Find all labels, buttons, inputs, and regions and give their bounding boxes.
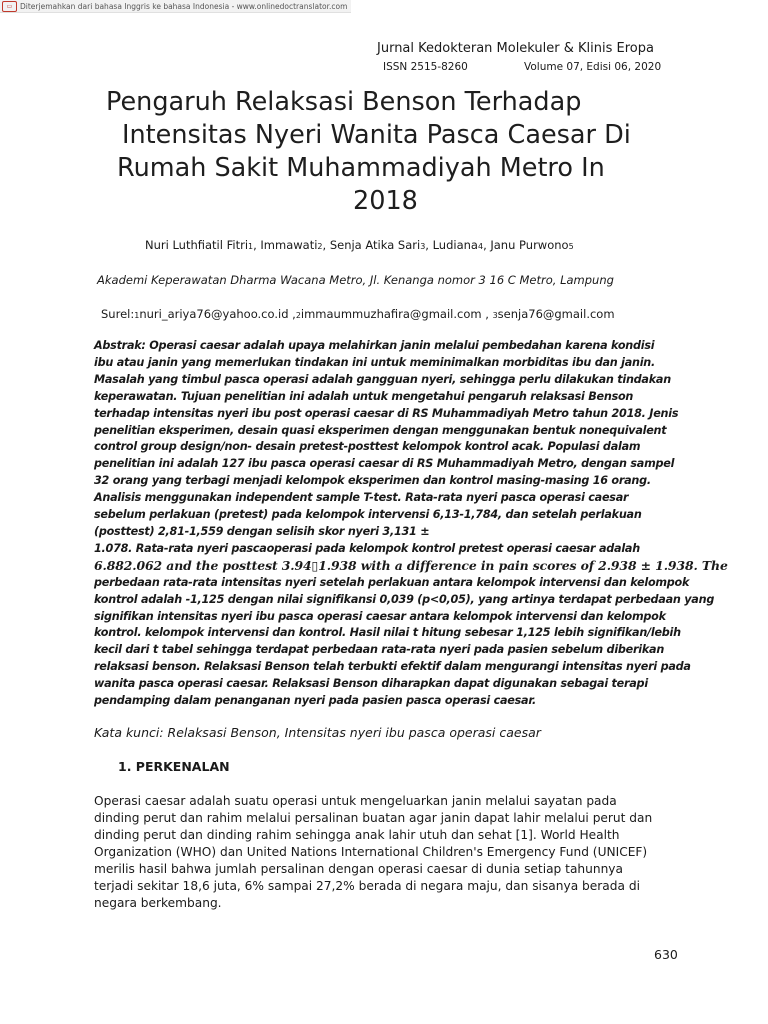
body-line: terjadi sekitar 18,6 juta, 6% sampai 27,2% berada di negara maju, dan sisanya berada di xyxy=(94,879,640,893)
abstract-line: control group design/non- desain pretest-posttest kelompok kontrol acak. Populasi dalam xyxy=(94,440,641,454)
body-line: dinding perut dan dinding rahim sehingga anak lahir utuh dan sehat [1]. World Health xyxy=(94,828,620,842)
email-label: Surel: xyxy=(101,307,135,321)
title-line: 2018 xyxy=(353,186,418,216)
translator-logo-icon: ▭ xyxy=(2,1,17,12)
abstract-line: sebelum perlakuan (pretest) pada kelompok intervensi 6,13-1,784, dan setelah perlakuan xyxy=(94,508,642,522)
abstract-line: pendamping dalam penanganan nyeri pada pasien pasca operasi caesar. xyxy=(94,694,537,708)
email-address[interactable]: senja76@gmail.com xyxy=(497,307,615,321)
journal-name: Jurnal Kedokteran Molekuler & Klinis Eropa xyxy=(377,41,654,56)
abstract-line: perbedaan rata-rata intensitas nyeri setelah perlakuan antara kelompok intervensi dan kelompok xyxy=(94,575,690,589)
body-line: negara berkembang. xyxy=(94,896,222,910)
author-index: 3 xyxy=(420,242,426,251)
author-index: 1 xyxy=(248,242,254,251)
author-name: , Janu Purwono xyxy=(483,238,569,252)
body-line: merilis hasil bahwa jumlah persalinan dengan operasi caesar di dunia setiap tahunnya xyxy=(94,862,623,876)
abstract-line: Analisis menggunakan independent sample T-test. Rata-rata nyeri pasca operasi caesar xyxy=(94,491,629,505)
author-index: 4 xyxy=(477,242,484,251)
abstract-line: 1.078. Rata-rata nyeri pascaoperasi pada kelompok kontrol pretest operasi caesar adalah xyxy=(94,541,640,555)
abstract-line: keperawatan. Tujuan penelitian ini adalah untuk mengetahui pengaruh relaksasi Benson xyxy=(94,389,634,403)
author-name: Nuri Luthfiatil Fitri xyxy=(145,238,249,252)
author-name: , Ludiana xyxy=(425,238,478,252)
translator-banner[interactable] xyxy=(0,0,351,13)
title-line: Pengaruh Relaksasi Benson Terhadap xyxy=(106,87,582,117)
abstract-line: 6.882.062 and the posttest 3.94▯1.938 with a difference in pain scores of 2.938 ± 1.938. The xyxy=(94,557,728,573)
abstract-line: ibu atau janin yang memerlukan tindakan ini untuk meminimalkan morbiditas ibu dan janin. xyxy=(94,355,656,369)
email-address[interactable]: nuri_ariya76@yahoo.co.id , xyxy=(139,307,296,321)
abstract-line: Masalah yang timbul pasca operasi adalah gangguan nyeri, sehingga perlu dilakukan tindakan xyxy=(94,372,671,386)
abstract-line: kecil dari t tabel sehingga terdapat perbedaan rata-rata nyeri pada pasien sebelum diberikan xyxy=(94,643,665,657)
title-line: Intensitas Nyeri Wanita Pasca Caesar Di xyxy=(122,120,631,150)
email-line xyxy=(101,307,615,321)
abstract-line: signifikan intensitas nyeri ibu pasca operasi caesar antara kelompok intervensi dan kelompok xyxy=(94,609,666,623)
author-index: 5 xyxy=(568,242,574,251)
abstract-line: 32 orang yang terbagi menjadi kelompok eksperimen dan kontrol masing-masing 16 orang. xyxy=(94,474,651,488)
body-line: dinding perut dan rahim melalui persalinan buatan agar janin dapat lahir melalui perut dan xyxy=(94,811,653,825)
abstract-line: Abstrak: Operasi caesar adalah upaya melahirkan janin melalui pembedahan karena kondisi xyxy=(94,339,655,352)
abstract-line: kontrol adalah -1,125 dengan nilai signifikansi 0,039 (p<0,05), yang artinya terdapat perbedaan yang xyxy=(94,592,715,606)
email-index: 2 xyxy=(295,311,301,320)
email-address[interactable]: immaummuzhafira@gmail.com , xyxy=(300,307,489,321)
abstract-line: kontrol. kelompok intervensi dan kontrol. Hasil nilai t hitung sebesar 1,125 lebih signifikan/lebih xyxy=(94,626,681,640)
paper-title xyxy=(98,86,678,218)
author-list xyxy=(145,238,574,252)
journal-issn: ISSN 2515-8260 xyxy=(383,61,468,73)
section-heading: 1. PERKENALAN xyxy=(118,759,230,774)
abstract-line: penelitian ini adalah 127 ibu pasca operasi caesar di RS Muhammadiyah Metro, dengan sampel xyxy=(94,457,675,471)
body-paragraph xyxy=(94,793,694,912)
email-index: 1 xyxy=(134,311,140,320)
email-index: 3 xyxy=(492,311,498,320)
title-line: Rumah Sakit Muhammadiyah Metro In xyxy=(117,153,605,183)
abstract-line: (posttest) 2,81-1,559 dengan selisih skor nyeri 3,131 ± xyxy=(94,524,430,538)
abstract-line: relaksasi benson. Relaksasi Benson telah terbukti efektif dalam mengurangi intensitas nyeri pada xyxy=(94,660,691,674)
author-index: 2 xyxy=(317,242,323,251)
abstract-line: penelitian eksperimen, desain quasi eksperimen dengan menggunakan bentuk nonequivalent xyxy=(94,423,667,437)
body-line: Operasi caesar adalah suatu operasi untuk mengeluarkan janin melalui sayatan pada xyxy=(94,794,617,808)
author-name: , Immawati xyxy=(253,238,318,252)
keywords: Kata kunci: Relaksasi Benson, Intensitas nyeri ibu pasca operasi caesar xyxy=(94,725,541,740)
abstract-line: wanita pasca operasi caesar. Relaksasi Benson diharapkan dapat digunakan sebagai terapi xyxy=(94,677,648,691)
author-name: , Senja Atika Sari xyxy=(322,238,421,252)
translator-banner-text[interactable]: Diterjemahkan dari bahasa Inggris ke bahasa Indonesia - www.onlinedoctranslator.com xyxy=(20,1,348,11)
page-number: 630 xyxy=(654,947,678,962)
affiliation: Akademi Keperawatan Dharma Wacana Metro, Jl. Kenanga nomor 3 16 C Metro, Lampung xyxy=(97,273,614,287)
body-line: Organization (WHO) dan United Nations International Children's Emergency Fund (UNICEF) xyxy=(94,845,648,859)
journal-volume: Volume 07, Edisi 06, 2020 xyxy=(524,61,662,73)
abstract-line: terhadap intensitas nyeri ibu post operasi caesar di RS Muhammadiyah Metro tahun 2018. Jenis xyxy=(94,406,679,420)
abstract xyxy=(94,338,728,710)
